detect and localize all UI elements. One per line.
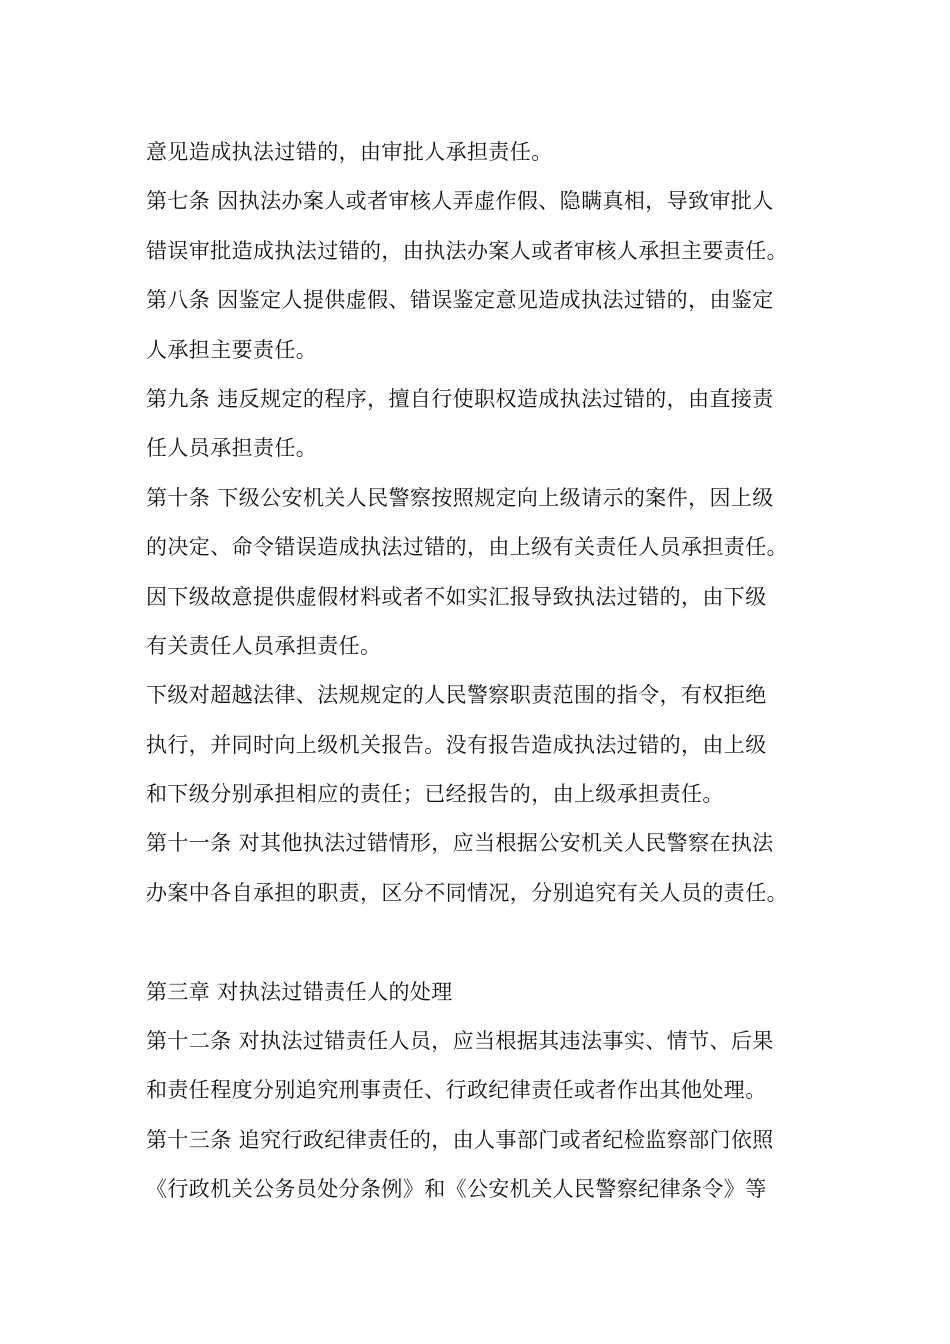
text-line: 因下级故意提供虚假材料或者不如实汇报导致执法过错的，由下级 — [146, 584, 767, 609]
text-line: 第十一条 对其他执法过错情形，应当根据公安机关人民警察在执法 — [146, 831, 774, 856]
text-line: 第九条 违反规定的程序，擅自行使职权造成执法过错的，由直接责 — [146, 386, 774, 411]
text-line: 办案中各自承担的职责，区分不同情况，分别追究有关人员的责任。 — [146, 880, 788, 905]
text-line: 第八条 因鉴定人提供虚假、错误鉴定意见造成执法过错的，由鉴定 — [146, 288, 774, 313]
text-line: 任人员承担责任。 — [146, 436, 318, 461]
text-line: 和下级分别承担相应的责任；已经报告的，由上级承担责任。 — [146, 782, 724, 807]
text-line: 的决定、命令错误造成执法过错的，由上级有关责任人员承担责任。 — [146, 535, 788, 560]
text-line: 意见造成执法过错的，由审批人承担责任。 — [146, 140, 553, 164]
chapter-heading: 第三章 对执法过错责任人的处理 — [146, 979, 453, 1004]
text-line: 第七条 因执法办案人或者审核人弄虚作假、隐瞒真相，导致审批人 — [146, 189, 774, 214]
text-line: 第十三条 追究行政纪律责任的，由人事部门或者纪检监察部门依照 — [146, 1127, 774, 1152]
text-line: 《行政机关公务员处分条例》和《公安机关人民警察纪律条令》等 — [146, 1177, 767, 1202]
text-line: 有关责任人员承担责任。 — [146, 633, 382, 658]
document-body — [146, 128, 846, 1215]
text-line: 下级对超越法律、法规规定的人民警察职责范围的指令，有权拒绝 — [146, 683, 767, 708]
text-line: 错误审批造成执法过错的，由执法办案人或者审核人承担主要责任。 — [146, 238, 788, 263]
blank-line — [146, 918, 846, 967]
text-line: 第十条 下级公安机关人民警察按照规定向上级请示的案件，因上级 — [146, 485, 774, 510]
text-line: 人承担主要责任。 — [146, 337, 318, 362]
text-line: 第十二条 对执法过错责任人员，应当根据其违法事实、情节、后果 — [146, 1029, 774, 1054]
text-line: 执行，并同时向上级机关报告。没有报告造成执法过错的，由上级 — [146, 732, 767, 757]
text-line: 和责任程度分别追究刑事责任、行政纪律责任或者作出其他处理。 — [146, 1078, 767, 1103]
